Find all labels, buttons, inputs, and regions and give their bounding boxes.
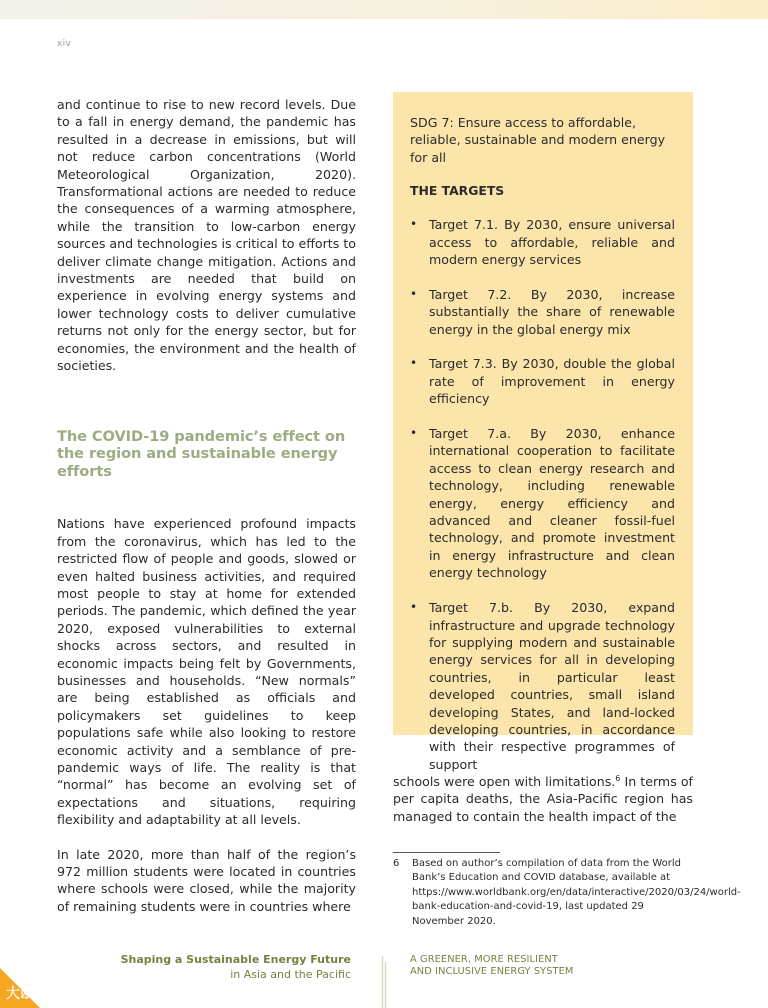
body-paragraph-2: Nations have experienced profound impacts from the coronavirus, which has led to the restricted flow of people and goods, slowed or even halted business activities, and required most people to stay at home for extended periods. The pandemic, which defined the year 2020, exposed vulnerabilities to external shocks across sectors, and resulted in economic impacts being felt by Governments, businesses and households. “New normals” are being established as officials and policymakers set guidelines to keep populations safe while also looking to restore economic activity and a semblance of pre-pandemic ways of life. The reality is that “normal” has become an evolving set of expectations and situations, requiring flexibility and adaptability at all levels.	[57, 516, 356, 828]
target-item-7-2	[410, 286, 675, 338]
sdg7-title: SDG 7: Ensure access to affordable, reliable, sustainable and modern energy for all	[410, 115, 666, 165]
target-item-7-1	[410, 216, 675, 268]
target-text: Target 7.1. By 2030, ensure universal access to affordable, reliable and modern energy services	[429, 217, 675, 268]
target-item-7-3	[410, 355, 675, 407]
bullet-icon: •	[410, 286, 418, 301]
footer-book-title-line1: Shaping a Sustainable Energy Future	[120, 953, 351, 966]
section-heading: The COVID-19 pandemic’s effect on the region and sustainable energy efforts	[57, 427, 346, 480]
footer-book-title-line2: in Asia and the Pacific	[230, 968, 351, 981]
watermark-text: 大欧跨境	[6, 986, 64, 1002]
top-decorative-band	[0, 0, 768, 19]
bullet-icon: •	[410, 600, 418, 615]
target-list	[410, 216, 675, 773]
bullet-icon: •	[410, 426, 418, 441]
targets-heading: THE TARGETS	[410, 183, 505, 199]
footer-divider	[381, 956, 387, 1008]
footnote-reference[interactable]: 6	[615, 773, 621, 783]
footer-section-title	[410, 954, 573, 978]
left-column	[57, 96, 356, 915]
footer-section-line1: A GREENER, MORE RESILIENT	[410, 954, 558, 965]
footnote-text: Based on author’s compilation of data from the World Bank’s Education and COVID database, available at https://www.worldbank.org/en/data/interactive/2020/03/24/world-bank-education-and-covid-19, last updated 29 November 2020.	[412, 858, 741, 927]
body-paragraph-1: and continue to rise to new record levels. Due to a fall in energy demand, the pandemic has resulted in a decrease in emissions, but will not reduce carbon concentrations (World Meteorological Organization, 2020). Transformational actions are needed to reduce the consequences of a warming atmosphere, while the transition to low-carbon energy sources and technologies is critical to efforts to deliver climate change mitigation. Actions and investments are needed that build on experience in evolving energy systems and lower technology costs to deliver cumulative returns not only for the energy sector, but for economies, the environment and the health of societies.	[57, 97, 356, 374]
target-text: Target 7.3. By 2030, double the global rate of improvement in energy efficiency	[429, 356, 675, 407]
target-item-7-a	[410, 425, 675, 582]
footer-book-title	[121, 952, 351, 982]
bullet-icon: •	[410, 356, 418, 371]
footnote-number: 6	[393, 858, 400, 869]
target-text: Target 7.a. By 2030, enhance international cooperation to facilitate access to clean energy research and technology, including renewable energy, energy efficiency and advanced and cleaner fossil-fuel technology, and promote investment in energy infrastructure and clean energy technology	[429, 426, 675, 581]
target-text: Target 7.2. By 2030, increase substantially the share of renewable energy in the global energy mix	[429, 286, 675, 337]
footnote	[393, 857, 741, 929]
body-paragraph-3: In late 2020, more than half of the region’s 972 million students were located in countries where schools were closed, while the majority of remaining students were in countries where	[57, 846, 356, 914]
footer-section-line2: AND INCLUSIVE ENERGY SYSTEM	[410, 966, 574, 977]
target-text: Target 7.b. By 2030, expand infrastructure and upgrade technology for supplying modern and sustainable energy services for all in developing countries, in particular least developed countries, small island developing States, and land-locked developing countries, in accordance with their respective programmes of support	[429, 600, 675, 772]
right-column-continuation	[393, 773, 693, 825]
sdg7-targets-box	[393, 92, 693, 772]
bullet-icon: •	[410, 217, 418, 232]
page-number: xiv	[57, 39, 72, 49]
continuation-end: In terms of per capita deaths, the Asia-Pacific region has managed to contain the health impact of the	[393, 774, 693, 824]
target-item-7-b	[410, 599, 675, 773]
footnote-divider	[393, 852, 500, 853]
continuation-start: schools were open with limitations.	[393, 774, 616, 789]
